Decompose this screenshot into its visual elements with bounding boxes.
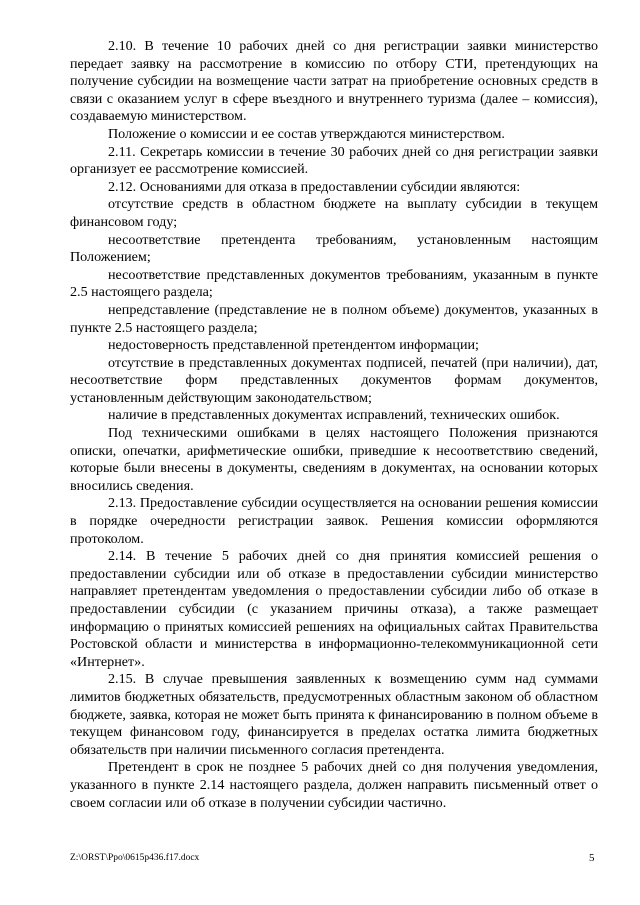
paragraph-2-13: 2.13. Предоставление субсидии осуществляется на основании решения комиссии в порядке очередности регистрации заявок. Решения комиссии оформляются протоколом.: [70, 495, 598, 547]
footer-file-path: Z:\ORST\Ppo\0615p436.f17.docx: [70, 853, 200, 863]
paragraph-2-11: 2.11. Секретарь комиссии в течение 30 рабочих дней со дня регистрации заявки организует ее рассмотрение комиссией.: [70, 143, 598, 178]
paragraph-technical-errors: Под техническими ошибками в целях настоящего Положения признаются описки, опечатки, арифметические ошибки, приведшие к несоответствию сведений, которые были внесены в документы, сведениям в документах, на основании которых вносились сведения.: [70, 425, 598, 494]
paragraph-2-12: 2.12. Основаниями для отказа в предоставлении субсидии являются:: [108, 178, 521, 195]
refusal-reason-false-info: недостоверность представленной претендентом информации;: [108, 337, 479, 354]
document-body: [70, 38, 598, 812]
paragraph-2-15: 2.15. В случае превышения заявленных к возмещению сумм над суммами лимитов бюджетных обязательств, предусмотренных областным законом об областном бюджете, заявка, которая не может быть принята к финансированию в полном объеме в текущем финансовом году, финансируется в пределах остатка лимита бюджетных обязательств при наличии письменного согласия претендента.: [70, 671, 598, 758]
page-number: 5: [589, 852, 595, 864]
refusal-reason-no-signatures: отсутствие в представленных документах подписей, печатей (при наличии), дат, несоответствие форм представленных документов формам документов, установленным действующим законодательством;: [70, 354, 598, 406]
paragraph-applicant-response: Претендент в срок не позднее 5 рабочих дней со дня получения уведомления, указанного в пункте 2.14 настоящего раздела, должен направить письменный ответ о своем согласии или об отказе в получении субсидии частично.: [70, 759, 598, 811]
refusal-reason-corrections: наличие в представленных документах исправлений, технических ошибок.: [108, 407, 560, 424]
refusal-reason-documents-missing: непредставление (представление не в полном объеме) документов, указанных в пункте 2.5 настоящего раздела;: [70, 301, 598, 336]
refusal-reason-documents-mismatch: несоответствие представленных документов требованиям, указанным в пункте 2.5 настоящего раздела;: [70, 266, 598, 301]
refusal-reason-applicant-mismatch: несоответствие претендента требованиям, установленным настоящим Положением;: [70, 231, 598, 266]
refusal-reason-no-funds: отсутствие средств в областном бюджете на выплату субсидии в текущем финансовом году;: [70, 196, 598, 230]
paragraph-commission-approval: Положение о комиссии и ее состав утверждаются министерством.: [108, 125, 505, 142]
paragraph-2-14: 2.14. В течение 5 рабочих дней со дня принятия комиссией решения о предоставлении субсидии или об отказе в предоставлении субсидии министерство направляет претендентам уведомления о предоставлении субсидии либо об отказе в предоставлении субсидии (с указанием причины отказа), а также размещает информацию о принятых комиссией решениях на официальных сайтах Правительства Ростовской области и министерства в информационно-телекоммуникационной сети «Интернет».: [70, 548, 598, 670]
paragraph-2-10: 2.10. В течение 10 рабочих дней со дня регистрации заявки министерство передает заявку на рассмотрение в комиссию по отбору СТИ, претендующих на получение субсидии на возмещение части затрат на приобретение основных средств в связи с оказанием услуг в сфере въездного и внутреннего туризма (далее – комиссия), создаваемую министерством.: [70, 38, 598, 125]
